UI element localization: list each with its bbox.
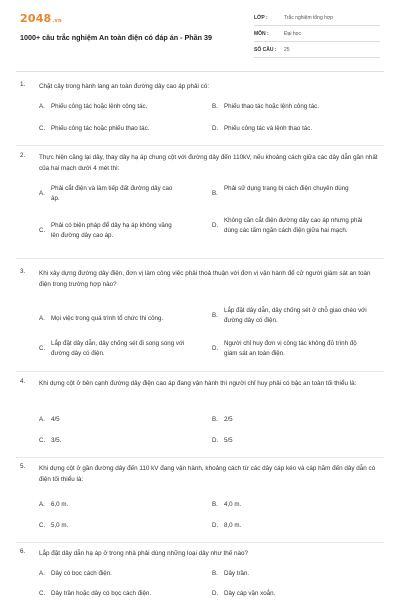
option-letter: C.	[39, 227, 46, 234]
option-text: 5/5	[224, 437, 233, 444]
question-divider	[16, 145, 384, 146]
option-letter: A.	[39, 190, 45, 197]
option-letter: B.	[212, 103, 218, 110]
option-text: Phải sử dụng trang bị cách điện chuyên dùng	[224, 185, 349, 192]
logo-domain: .vn	[52, 18, 62, 24]
option-text: Dây có bọc cách điện.	[51, 570, 112, 577]
question-number: 6.	[20, 548, 26, 555]
option-text: Lắp đặt dây dẫn, dây chống sét đi song song với đường dây có điện.	[51, 340, 185, 357]
option-text: Người chỉ huy đơn vị công tác không đủ trình độ giám sát an toàn điện.	[224, 340, 357, 357]
option-letter: C.	[39, 590, 46, 597]
option-letter: B.	[212, 416, 218, 423]
option-letter: C.	[39, 437, 46, 444]
option-letter: B.	[212, 312, 218, 319]
option-text: Phải có biện pháp để dây hạ áp không văng lên đường dây cao áp.	[51, 222, 172, 239]
site-logo[interactable]	[20, 12, 62, 25]
question-number: 2.	[20, 152, 26, 159]
meta-row-subject	[254, 28, 380, 42]
question-divider	[16, 457, 384, 458]
document-meta	[254, 12, 380, 60]
option-letter: C.	[39, 522, 46, 529]
option-text: Dây trần hoặc dây có bọc cách điện.	[51, 590, 152, 597]
option-letter: D.	[212, 590, 219, 597]
question-text: Lắp đặt dây dẫn hạ áp ở trong nhà phải dùng những loại dây như thế nào?	[39, 550, 248, 557]
option-text: Phiếu thao tác hoặc lệnh công tác.	[224, 103, 319, 110]
option-text: Mọi việc trong quá trình tổ chức thi công.	[51, 315, 164, 322]
option-text: 4/5	[51, 416, 60, 423]
document-header	[0, 0, 400, 74]
option-letter: D.	[212, 125, 219, 132]
question-divider	[16, 542, 384, 543]
meta-row-count	[254, 44, 380, 58]
option-text: Dây cáp vặn xoắn.	[224, 590, 276, 597]
question-number: 5.	[20, 463, 26, 470]
meta-value: Trắc nghiệm tổng hợp	[284, 15, 333, 21]
question-text: Chặt cây trong hành lang an toàn đường dây cao áp phải có:	[39, 83, 210, 90]
option-text: Phải cắt điện và làm tiếp đất đường dây cao áp.	[51, 185, 173, 202]
option-letter: C.	[39, 125, 46, 132]
question-divider	[16, 258, 384, 259]
meta-value: 25	[284, 47, 290, 53]
option-letter: C.	[39, 345, 46, 352]
option-text: 8,0 m.	[224, 522, 242, 529]
option-text: 2/5	[224, 416, 233, 423]
question-number: 3.	[20, 268, 26, 275]
option-text: Phiếu công tác hoặc phiếu thao tác.	[51, 125, 150, 132]
option-letter: A.	[39, 315, 45, 322]
question-text: Khi dựng cột ở gần đường dây đến 110 kV đang vận hành, khoảng cách từ các dây cáp kéo và cáp hãm đến dây dẫn có điện tối thiểu là:	[39, 465, 376, 483]
option-text: Không cần cắt điện đường dây cao áp nhưng phải dùng các tấm ngăn cách điện giữa hai mạch.	[224, 217, 363, 234]
question-number: 1.	[20, 81, 26, 88]
option-letter: D.	[212, 522, 219, 529]
question-text: Khi dựng cột ở bên cạnh đường dây điện cao áp đang vận hành thì người chỉ huy phải có bậc an toàn tối thiểu là:	[39, 380, 357, 387]
option-letter: A.	[39, 570, 45, 577]
option-letter: D.	[212, 345, 219, 352]
option-letter: A.	[39, 416, 45, 423]
option-letter: D.	[212, 437, 219, 444]
meta-label: MÔN :	[254, 31, 269, 37]
option-text: Dây trần.	[224, 570, 250, 577]
option-text: Phiếu công tác hoặc lệnh công tác.	[51, 103, 148, 110]
question-divider	[16, 371, 384, 372]
option-letter: A.	[39, 501, 45, 508]
option-text: 4,0 m.	[224, 501, 242, 508]
meta-label: LỚP :	[254, 15, 268, 21]
option-letter: D.	[212, 222, 219, 229]
option-letter: B.	[212, 190, 218, 197]
meta-label: SỐ CÂU :	[254, 47, 277, 53]
document-title: 1000+ câu trắc nghiệm An toàn điện có đáp án - Phần 39	[20, 33, 213, 42]
option-letter: A.	[39, 103, 45, 110]
option-text: Phiếu công tác và lệnh thao tác.	[224, 125, 313, 132]
option-text: 5,0 m.	[51, 522, 69, 529]
option-letter: B.	[212, 570, 218, 577]
meta-row-class	[254, 12, 380, 26]
meta-value: Đại học	[284, 31, 301, 37]
option-text: Lắp đặt dây dẫn, dây chống sét ở chỗ giao chéo với đường dây có điện.	[224, 307, 367, 324]
question-text: Thực hiện căng lại dây, thay dây hạ áp chung cột với đường dây đến 110kV, nếu khoảng cách giữa các dây dẫn gần nhất của hai mạch dưới 4 mét thì:	[39, 154, 378, 172]
question-text: Khi xây dựng đường dây điện, đơn vị làm công việc phải thoả thuận với đơn vị vận hành để cử người giám sát an toàn điện trong trường hợp nào?	[39, 270, 371, 288]
option-text: 6,0 m.	[51, 501, 69, 508]
option-text: 3/5.	[51, 437, 62, 444]
option-letter: B.	[212, 501, 218, 508]
logo-main: 2048	[20, 12, 52, 25]
header-divider	[16, 71, 384, 72]
question-number: 4.	[20, 378, 26, 385]
